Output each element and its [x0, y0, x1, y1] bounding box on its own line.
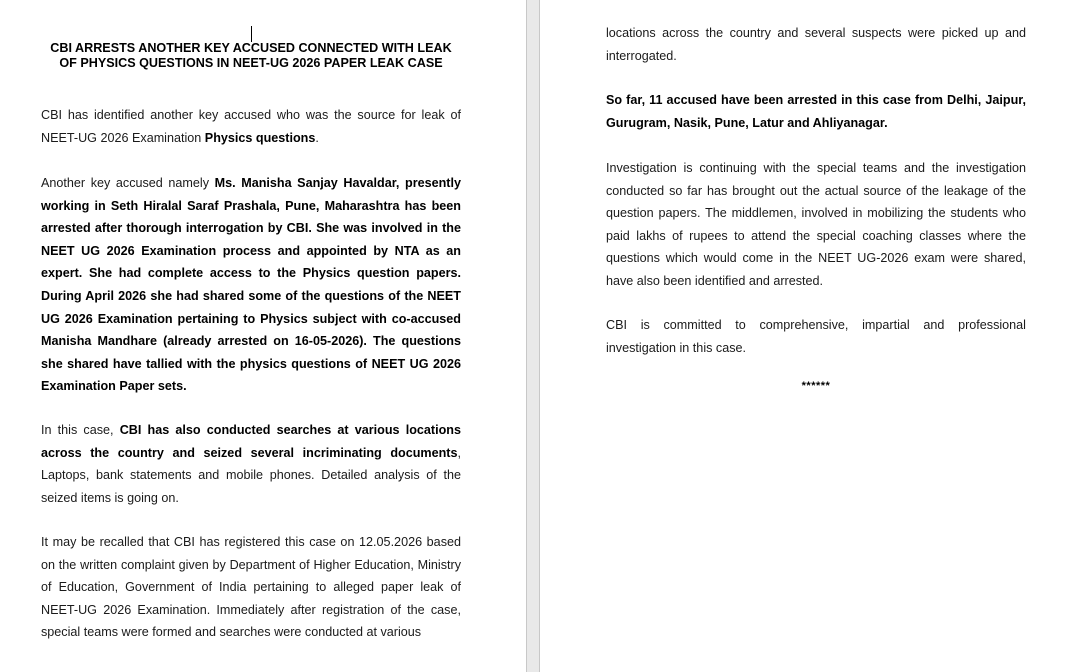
paragraph-2	[41, 172, 461, 398]
paragraph-4: It may be recalled that CBI has registered this case on 12.05.2026 based on the written complaint given by Department of Higher Education, Ministry of Education, Government of India pertaining to alleged paper leak of NEET-UG 2026 Examination. Immediately after registration of the case, special teams were formed and searches were conducted at various	[41, 535, 461, 640]
text-cursor	[251, 26, 252, 42]
paragraph-1	[41, 104, 461, 149]
paragraph-5: So far, 11 accused have been arrested in this case from Delhi, Jaipur, Gurugram, Nasik, Pune, Latur and Ahliyanagar.	[606, 93, 1026, 130]
paragraph-3-end: , Laptops, bank statements and mobile phones. Detailed analysis of the seized items is going on.	[41, 445, 461, 505]
end-mark: ******	[801, 380, 831, 392]
paragraph-3-text: In this case,	[41, 423, 120, 437]
paragraph-4-continued: locations across the country and several suspects were picked up and interrogated.	[606, 26, 1026, 63]
page-gutter	[526, 0, 540, 672]
page-left[interactable]	[0, 0, 526, 672]
paragraph-1-bold: Physics questions	[204, 130, 316, 145]
paragraph-2-bold: Ms. Manisha Sanjay Havaldar, presently working in Seth Hiralal Saraf Prashala, Pune, Maharashtra has been arrested after thorough interrogation by CBI. She was involved in the NEET UG 2026 Examination process and appointed by NTA as an expert. She had complete access to the Physics question papers. During April 2026 she had shared some of the questions of the NEET UG 2026 Examination pertaining to Physics subject with co-accused Manisha Mandhare (already arrested on 16-05-2026). The questions she shared have tallied with the physics questions of NEET UG 2026 Examination Paper sets.	[41, 176, 461, 394]
paragraph-3	[41, 419, 461, 509]
paragraph-2-text: Another key accused namely	[41, 176, 215, 190]
paragraph-7: CBI is committed to comprehensive, impartial and professional investigation in this case.	[606, 318, 1026, 355]
paragraph-6: Investigation is continuing with the special teams and the investigation conducted so far has brought out the actual source of the leakage of the question papers. The middlemen, involved in mobilizing the students who paid lakhs of rupees to attend the special coaching classes where the questions which would come in the NEET UG-2026 exam were shared, have also been identified and arrested.	[606, 161, 1026, 288]
paragraph-3-bold: CBI has also conducted searches at various locations across the country and seized several incriminating documents	[41, 423, 461, 460]
paragraph-1-end: .	[315, 130, 319, 145]
page-right[interactable]	[540, 0, 1077, 672]
paragraph-1-text: CBI has identified another key accused who was the source for leak of NEET-UG 2026 Examination	[41, 108, 461, 145]
document-title: CBI ARRESTS ANOTHER KEY ACCUSED CONNECTED WITH LEAK OF PHYSICS QUESTIONS IN NEET-UG 2026 PAPER LEAK CASE	[50, 41, 452, 70]
